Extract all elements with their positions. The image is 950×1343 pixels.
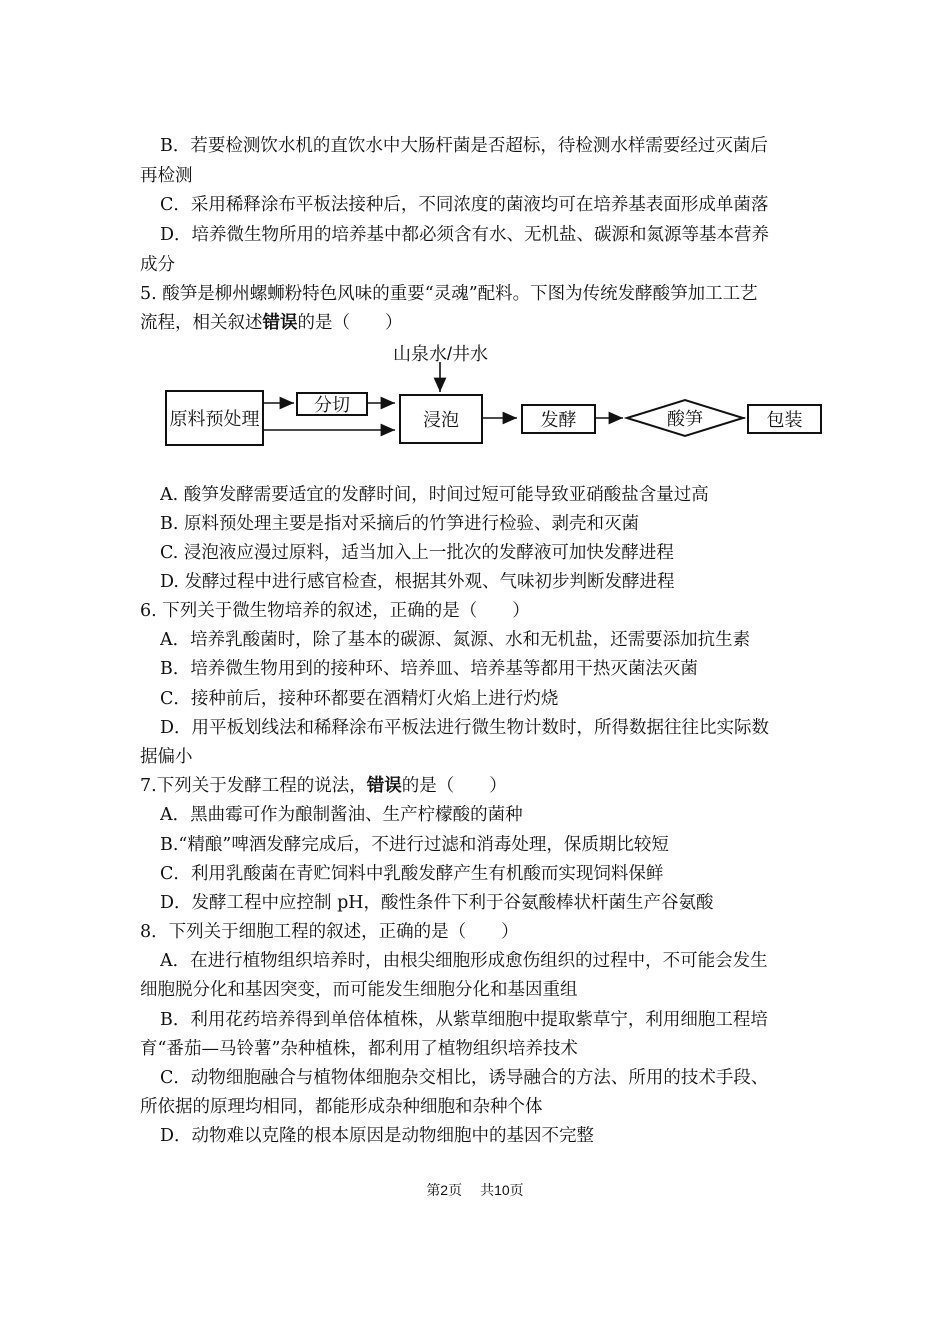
q7-stem xyxy=(140,774,820,798)
q7-stem-tail: 的是（ ） xyxy=(401,776,507,796)
q6-option-c: C．接种前后，接种环都要在酒精灯火焰上进行灼烧 xyxy=(160,689,559,709)
product-label: 酸笋 xyxy=(667,409,703,429)
q8-option-a-line1: A．在进行植物组织培养时，由根尖细胞形成愈伤组织的过程中，不可能会发生 xyxy=(160,951,768,971)
q6-option-d-line1: D．用平板划线法和稀释涂布平板法进行微生物计数时，所得数据往往比实际数 xyxy=(160,718,770,738)
q5-stem-line1: 5. 酸笋是柳州螺蛳粉特色风味的重要“灵魂”配料。下图为传统发酵酸笋加工工艺 xyxy=(140,284,758,304)
ferment-box: 发酵 xyxy=(521,404,596,434)
q5-stem-text: 流程，相关叙述 xyxy=(140,313,263,333)
q8-option-c-line2: 所依据的原理均相同，都能形成杂种细胞和杂种个体 xyxy=(140,1097,543,1117)
q7-option-d: D．发酵工程中应控制 pH，酸性条件下利于谷氨酸棒状杆菌生产谷氨酸 xyxy=(160,893,714,913)
q8-stem: 8．下列关于细胞工程的叙述，正确的是（ ） xyxy=(140,922,519,942)
q5-option-d: D. 发酵过程中进行感官检查，根据其外观、气味初步判断发酵进程 xyxy=(160,572,675,592)
q5-option-b: B. 原料预处理主要是指对采摘后的竹笋进行检验、剥壳和灭菌 xyxy=(160,514,639,534)
q6-stem: 6. 下列关于微生物培养的叙述，正确的是（ ） xyxy=(140,601,530,621)
q7-option-c: C．利用乳酸菌在青贮饲料中乳酸发酵产生有机酸而实现饲料保鲜 xyxy=(160,864,664,884)
q4-option-d-line2: 成分 xyxy=(140,255,175,275)
cut-box: 分切 xyxy=(296,392,368,416)
source-label: 山泉水/井水 xyxy=(393,344,489,364)
q7-option-a: A．黑曲霉可作为酿制酱油、生产柠檬酸的菌种 xyxy=(160,805,523,825)
page-number: 第2页 xyxy=(426,1182,463,1198)
q5-stem-line2 xyxy=(140,311,820,335)
q5-option-a: A. 酸笋发酵需要适宜的发酵时间，时间过短可能导致亚硝酸盐含量过高 xyxy=(160,485,709,505)
q8-option-b-line2: 育“番茄—马铃薯”杂种植株，都利用了植物组织培养技术 xyxy=(140,1039,578,1059)
q7-stem-text: 7.下列关于发酵工程的说法， xyxy=(140,776,367,796)
page-footer xyxy=(0,1180,950,1200)
q5-option-c: C. 浸泡液应漫过原料，适当加入上一批次的发酵液可加快发酵进程 xyxy=(160,543,674,563)
q6-option-b: B．培养微生物用到的接种环、培养皿、培养基等都用干热灭菌法灭菌 xyxy=(160,659,698,679)
q4-option-d-line1: D．培养微生物所用的培养基中都必须含有水、无机盐、碳源和氮源等基本营养 xyxy=(160,225,770,245)
fermentation-flow-diagram xyxy=(155,340,835,450)
q4-option-b-line2: 再检测 xyxy=(140,166,193,186)
q8-option-a-line2: 细胞脱分化和基因突变，而可能发生细胞分化和基因重组 xyxy=(140,980,578,1000)
q5-stem-bold: 错误 xyxy=(262,313,298,333)
page-total: 共10页 xyxy=(480,1182,524,1198)
q4-option-b-line1: B．若要检测饮水机的直饮水中大肠杆菌是否超标，待检测水样需要经过灭菌后 xyxy=(160,136,768,156)
pack-box: 包装 xyxy=(747,404,822,434)
q6-option-a: A．培养乳酸菌时，除了基本的碳源、氮源、水和无机盐，还需要添加抗生素 xyxy=(160,630,751,650)
q8-option-b-line1: B．利用花药培养得到单倍体植株，从紫草细胞中提取紫草宁，利用细胞工程培 xyxy=(160,1010,768,1030)
soak-box: 浸泡 xyxy=(399,394,483,444)
q7-option-b: B.“精酿”啤酒发酵完成后，不进行过滤和消毒处理，保质期比较短 xyxy=(160,835,669,855)
pretreat-box: 原料预处理 xyxy=(165,390,264,446)
q8-option-d: D．动物难以克隆的根本原因是动物细胞中的基因不完整 xyxy=(160,1126,595,1146)
q8-option-c-line1: C．动物细胞融合与植物体细胞杂交相比，诱导融合的方法、所用的技术手段、 xyxy=(160,1068,769,1088)
q5-stem-tail: 的是（ ） xyxy=(297,313,403,333)
q7-stem-bold: 错误 xyxy=(366,776,402,796)
q6-option-d-line2: 据偏小 xyxy=(140,747,193,767)
q4-option-c: C．采用稀释涂布平板法接种后，不同浓度的菌液均可在培养基表面形成单菌落 xyxy=(160,195,769,215)
